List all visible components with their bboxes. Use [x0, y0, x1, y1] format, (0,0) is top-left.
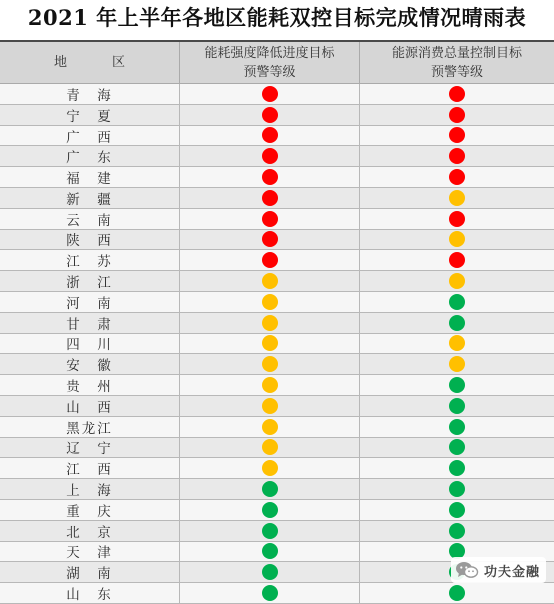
intensity-warning-green-dot — [262, 502, 278, 518]
header-region: 地 区 — [53, 55, 141, 70]
total-warning-green-dot — [449, 377, 465, 393]
intensity-warning-red-dot — [262, 148, 278, 164]
table-row — [0, 479, 554, 500]
table-row — [0, 521, 554, 542]
intensity-warning-yellow-dot — [262, 460, 278, 476]
intensity-warning-green-dot — [262, 585, 278, 601]
total-warning-yellow-dot — [449, 335, 465, 351]
region-name: 北 京 — [66, 524, 113, 541]
intensity-warning-yellow-dot — [262, 335, 278, 351]
total-warning-yellow-dot — [449, 356, 465, 372]
region-name: 四 川 — [66, 337, 113, 354]
intensity-warning-red-dot — [262, 107, 278, 123]
region-name: 江 西 — [66, 462, 113, 479]
header-intensity — [179, 42, 360, 83]
intensity-warning-red-dot — [262, 211, 278, 227]
intensity-warning-red-dot — [262, 169, 278, 185]
region-name: 浙 江 — [66, 275, 113, 292]
total-warning-red-dot — [449, 86, 465, 102]
intensity-warning-green-dot — [262, 481, 278, 497]
total-warning-green-dot — [449, 315, 465, 331]
region-name: 福 建 — [66, 171, 113, 188]
intensity-warning-green-dot — [262, 564, 278, 580]
table-row — [0, 105, 554, 126]
region-name: 上 海 — [66, 483, 113, 500]
table-row — [0, 500, 554, 521]
region-name: 山 西 — [66, 399, 113, 416]
intensity-warning-red-dot — [262, 252, 278, 268]
region-name: 陕 西 — [66, 233, 113, 250]
region-name: 新 疆 — [66, 191, 113, 208]
region-name: 江 苏 — [66, 254, 113, 271]
table-row — [0, 188, 554, 209]
region-name: 广 东 — [66, 150, 113, 167]
region-name: 广 西 — [66, 129, 113, 146]
table-row — [0, 230, 554, 251]
total-warning-green-dot — [449, 585, 465, 601]
region-name: 青 海 — [66, 87, 113, 104]
total-warning-red-dot — [449, 107, 465, 123]
total-warning-yellow-dot — [449, 273, 465, 289]
total-warning-yellow-dot — [449, 231, 465, 247]
table-row — [0, 146, 554, 167]
region-name: 天 津 — [66, 545, 113, 562]
intensity-warning-red-dot — [262, 231, 278, 247]
table-row — [0, 583, 554, 604]
table-row — [0, 292, 554, 313]
total-warning-red-dot — [449, 127, 465, 143]
region-name: 湖 南 — [66, 566, 113, 583]
table-row — [0, 209, 554, 230]
region-name: 贵 州 — [66, 379, 113, 396]
table-row — [0, 396, 554, 417]
intensity-warning-red-dot — [262, 86, 278, 102]
table-row — [0, 126, 554, 147]
total-warning-green-dot — [449, 398, 465, 414]
wechat-icon — [455, 560, 479, 580]
intensity-warning-red-dot — [262, 127, 278, 143]
total-warning-red-dot — [449, 211, 465, 227]
table-row — [0, 354, 554, 375]
intensity-warning-yellow-dot — [262, 439, 278, 455]
region-name: 黑龙江 — [66, 420, 113, 437]
total-warning-green-dot — [449, 502, 465, 518]
page-title: 2021 年上半年各地区能耗双控目标完成情况晴雨表 — [27, 5, 527, 30]
intensity-warning-yellow-dot — [262, 294, 278, 310]
intensity-warning-yellow-dot — [262, 273, 278, 289]
total-warning-green-dot — [449, 481, 465, 497]
table-row — [0, 334, 554, 355]
total-warning-green-dot — [449, 439, 465, 455]
header-total-label: 能源消费总量控制目标 预警等级 — [391, 45, 522, 80]
intensity-warning-yellow-dot — [262, 377, 278, 393]
intensity-warning-yellow-dot — [262, 315, 278, 331]
region-name: 云 南 — [66, 212, 113, 229]
intensity-warning-green-dot — [262, 543, 278, 559]
header-total — [360, 42, 554, 83]
table-row — [0, 313, 554, 334]
table-body — [0, 84, 554, 604]
table-row — [0, 417, 554, 438]
header-intensity-label: 能耗强度降低进度目标 预警等级 — [204, 45, 335, 80]
region-name: 重 庆 — [66, 503, 113, 520]
total-warning-green-dot — [449, 460, 465, 476]
table-row — [0, 375, 554, 396]
intensity-warning-yellow-dot — [262, 398, 278, 414]
total-warning-green-dot — [449, 419, 465, 435]
region-name: 山 东 — [66, 587, 113, 604]
region-name: 安 徽 — [66, 358, 113, 375]
region-name: 宁 夏 — [66, 108, 113, 125]
total-warning-green-dot — [449, 294, 465, 310]
intensity-warning-yellow-dot — [262, 419, 278, 435]
total-warning-yellow-dot — [449, 190, 465, 206]
table-row — [0, 271, 554, 292]
warning-table — [0, 40, 554, 604]
watermark — [451, 557, 546, 583]
region-name: 辽 宁 — [66, 441, 113, 458]
total-warning-red-dot — [449, 252, 465, 268]
intensity-warning-green-dot — [262, 523, 278, 539]
intensity-warning-yellow-dot — [262, 356, 278, 372]
watermark-text: 功夫金融 — [483, 564, 540, 580]
table-row — [0, 167, 554, 188]
region-name: 甘 肃 — [66, 316, 113, 333]
table-row — [0, 84, 554, 105]
region-name: 河 南 — [66, 295, 113, 312]
total-warning-red-dot — [449, 169, 465, 185]
total-warning-red-dot — [449, 148, 465, 164]
table-row — [0, 458, 554, 479]
total-warning-green-dot — [449, 523, 465, 539]
intensity-warning-red-dot — [262, 190, 278, 206]
table-row — [0, 250, 554, 271]
table-row — [0, 438, 554, 459]
table-header — [0, 42, 554, 84]
